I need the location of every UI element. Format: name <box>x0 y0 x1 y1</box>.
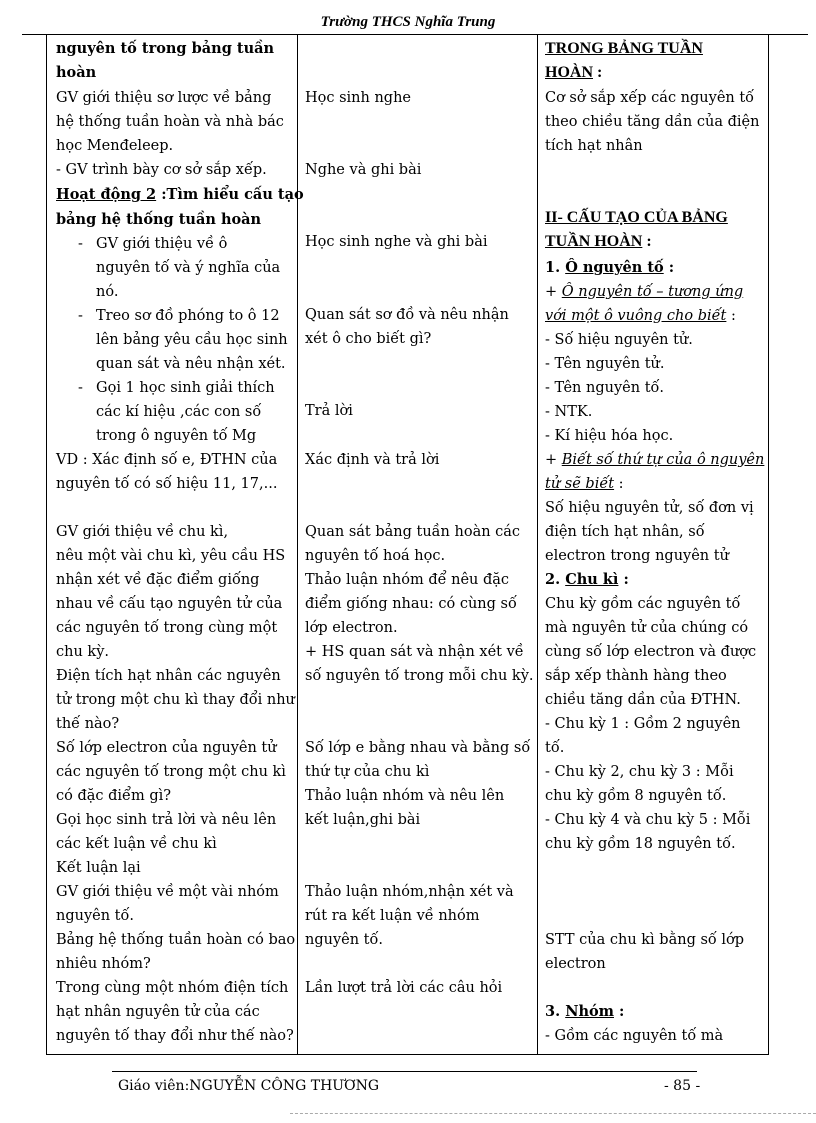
text-line: thế nào? <box>56 716 120 732</box>
text-line: chu kỳ gồm 18 nguyên tố. <box>545 836 736 852</box>
text-line: GV giới thiệu về một vài nhóm <box>56 884 279 900</box>
text-line: lên bảng yêu cầu học sinh <box>96 332 288 348</box>
text-line: STT của chu kì bằng số lớp <box>545 932 745 948</box>
text-line: Trả lời <box>305 403 353 419</box>
section-heading: II- CẤU TẠO CỦA BẢNG <box>545 209 728 226</box>
text-line: nguyên tố. <box>56 908 134 924</box>
text-line: chu kỳ gồm 8 nguyên tố. <box>545 788 727 804</box>
page-header-title: Trường THCS Nghĩa Trung <box>320 14 496 30</box>
text-line: Thảo luận nhóm,nhận xét và <box>305 884 514 900</box>
text-line: - NTK. <box>545 404 593 420</box>
text-line: nhiêu nhóm? <box>56 956 151 972</box>
text-line: Gọi học sinh trả lời và nêu lên <box>56 812 277 828</box>
italic-line: tử sẽ biết : <box>545 476 624 492</box>
text-line: Quan sát bảng tuần hoàn các <box>305 524 521 540</box>
subheading: 3. Nhóm : <box>545 1003 625 1020</box>
text-line: Số lớp electron của nguyên tử <box>56 740 277 756</box>
section-heading: TRONG BẢNG TUẦN <box>545 40 703 57</box>
student-activity-column <box>297 35 537 1054</box>
text-line: Quan sát sơ đồ và nêu nhận <box>305 307 509 323</box>
text-line: học Menđeleep. <box>56 138 174 154</box>
text-line: Nghe và ghi bài <box>305 162 422 178</box>
text-line: Thảo luận nhóm và nêu lên <box>305 788 505 804</box>
text-line: - Gồm các nguyên tố mà <box>545 1028 724 1044</box>
text-line: xét ô cho biết gì? <box>305 331 432 347</box>
text-line: các kí hiệu ,các con số <box>96 404 262 420</box>
text-line: nó. <box>96 284 119 300</box>
text-line: electron <box>545 956 606 972</box>
teacher-activity-column <box>47 35 304 1054</box>
bullet-item: - Gọi 1 học sinh giải thích <box>78 380 275 396</box>
text-line: nguyên tố có số hiệu 11, 17,... <box>56 476 278 492</box>
text-line: điểm giống nhau: có cùng số <box>305 596 517 612</box>
text-line: theo chiều tăng dần của điện <box>545 114 760 130</box>
text-line: - Tên nguyên tố. <box>545 380 664 396</box>
text-line: Trong cùng một nhóm điện tích <box>56 980 289 996</box>
lesson-table <box>46 35 769 1055</box>
text-line: Bảng hệ thống tuần hoàn có bao <box>56 932 296 948</box>
text-line: tích hạt nhân <box>545 138 643 154</box>
text-line: các nguyên tố trong cùng một <box>56 620 278 636</box>
text-line: - Chu kỳ 2, chu kỳ 3 : Mỗi <box>545 764 734 780</box>
text-line: Lần lượt trả lời các câu hỏi <box>305 980 503 996</box>
text-line: có đặc điểm gì? <box>56 788 172 804</box>
text-line: Chu kỳ gồm các nguyên tố <box>545 596 741 612</box>
text-line: Kết luận lại <box>56 860 141 876</box>
text-line: tố. <box>545 740 565 756</box>
text-line: trong ô nguyên tố Mg <box>96 428 257 444</box>
text-line: các kết luận về chu kì <box>56 836 217 852</box>
text-line: rút ra kết luận về nhóm <box>305 908 480 924</box>
bullet-item: - GV giới thiệu về ô <box>78 236 228 252</box>
text-line: số nguyên tố trong mỗi chu kỳ. <box>305 668 534 684</box>
text-line: tử trong một chu kì thay đổi như <box>56 692 295 708</box>
text-line: Số lớp e bằng nhau và bằng số <box>305 740 531 756</box>
text-line: GV giới thiệu về chu kì, <box>56 524 229 540</box>
text-line: hạt nhân nguyên tử của các <box>56 1004 260 1020</box>
text-line: - Số hiệu nguyên tử. <box>545 332 693 348</box>
subheading: 2. Chu kì : <box>545 571 629 588</box>
text-line: cùng số lớp electron và được <box>545 644 757 660</box>
page-number: - 85 - <box>664 1078 701 1094</box>
footer-teacher: Giáo viên:NGUYỄN CÔNG THƯƠNG <box>118 1078 380 1094</box>
text-line: Số hiệu nguyên tử, số đơn vị <box>545 500 754 516</box>
text-line: VD : Xác định số e, ĐTHN của <box>56 452 278 468</box>
text-line: nhận xét về đặc điểm giống <box>56 572 260 588</box>
text-line: - Chu kỳ 4 và chu kỳ 5 : Mỗi <box>545 812 751 828</box>
text-line: GV giới thiệu sơ lược về bảng <box>56 90 272 106</box>
bullet-item: - Treo sơ đồ phóng to ô 12 <box>78 308 280 324</box>
text-line: - Tên nguyên tử. <box>545 356 665 372</box>
text-line: mà nguyên tử của chúng có <box>545 620 749 636</box>
text-line: Cơ sở sắp xếp các nguyên tố <box>545 90 755 106</box>
text-line: electron trong nguyên tử <box>545 548 729 564</box>
text-line: Xác định và trả lời <box>305 452 440 468</box>
text-line: Học sinh nghe <box>305 90 412 106</box>
text-line: nguyên tố và ý nghĩa của <box>96 260 281 276</box>
section-heading: HOÀN : <box>545 64 603 81</box>
text-line: nguyên tố thay đổi như thế nào? <box>56 1028 294 1044</box>
text-line: nêu một vài chu kì, yêu cầu HS <box>56 548 286 564</box>
text-line: kết luận,ghi bài <box>305 812 421 828</box>
text-line: chiều tăng dần của ĐTHN. <box>545 692 741 708</box>
text-line: hoàn <box>56 64 97 81</box>
text-line: - Kí hiệu hóa học. <box>545 428 674 444</box>
text-line: điện tích hạt nhân, số <box>545 524 705 540</box>
text-line: chu kỳ. <box>56 644 109 660</box>
text-line: các nguyên tố trong một chu kì <box>56 764 286 780</box>
italic-line: với một ô vuông cho biết : <box>545 308 736 324</box>
content-column <box>537 35 770 1054</box>
text-line: sắp xếp thành hàng theo <box>545 668 727 684</box>
text-line: nguyên tố trong bảng tuần <box>56 40 275 57</box>
text-line: - Chu kỳ 1 : Gồm 2 nguyên <box>545 716 741 732</box>
text-line: Học sinh nghe và ghi bài <box>305 234 488 250</box>
text-line: Thảo luận nhóm để nêu đặc <box>305 572 510 588</box>
text-line: Điện tích hạt nhân các nguyên <box>56 668 281 684</box>
activity-heading: Hoạt động 2 :Tìm hiểu cấu tạo <box>56 186 304 203</box>
bottom-rule <box>290 1113 816 1114</box>
text-line: nguyên tố. <box>305 932 383 948</box>
text-line: nhau về cấu tạo nguyên tử của <box>56 596 283 612</box>
text-line: - GV trình bày cơ sở sắp xếp. <box>56 162 267 178</box>
section-heading: TUẦN HOÀN : <box>545 233 652 250</box>
subheading: 1. Ô nguyên tố : <box>545 259 675 276</box>
text-line: + HS quan sát và nhận xét về <box>305 644 524 660</box>
text-line: nguyên tố hoá học. <box>305 548 446 564</box>
italic-line: + Biết số thứ tự của ô nguyên <box>545 452 765 468</box>
footer-rule <box>112 1071 697 1072</box>
italic-line: + Ô nguyên tố – tương ứng <box>545 284 744 300</box>
text-line: bảng hệ thống tuần hoàn <box>56 211 262 228</box>
text-line: hệ thống tuần hoàn và nhà bác <box>56 114 284 130</box>
text-line: lớp electron. <box>305 620 398 636</box>
text-line: thứ tự của chu kì <box>305 764 430 780</box>
text-line: quan sát và nêu nhận xét. <box>96 356 286 372</box>
